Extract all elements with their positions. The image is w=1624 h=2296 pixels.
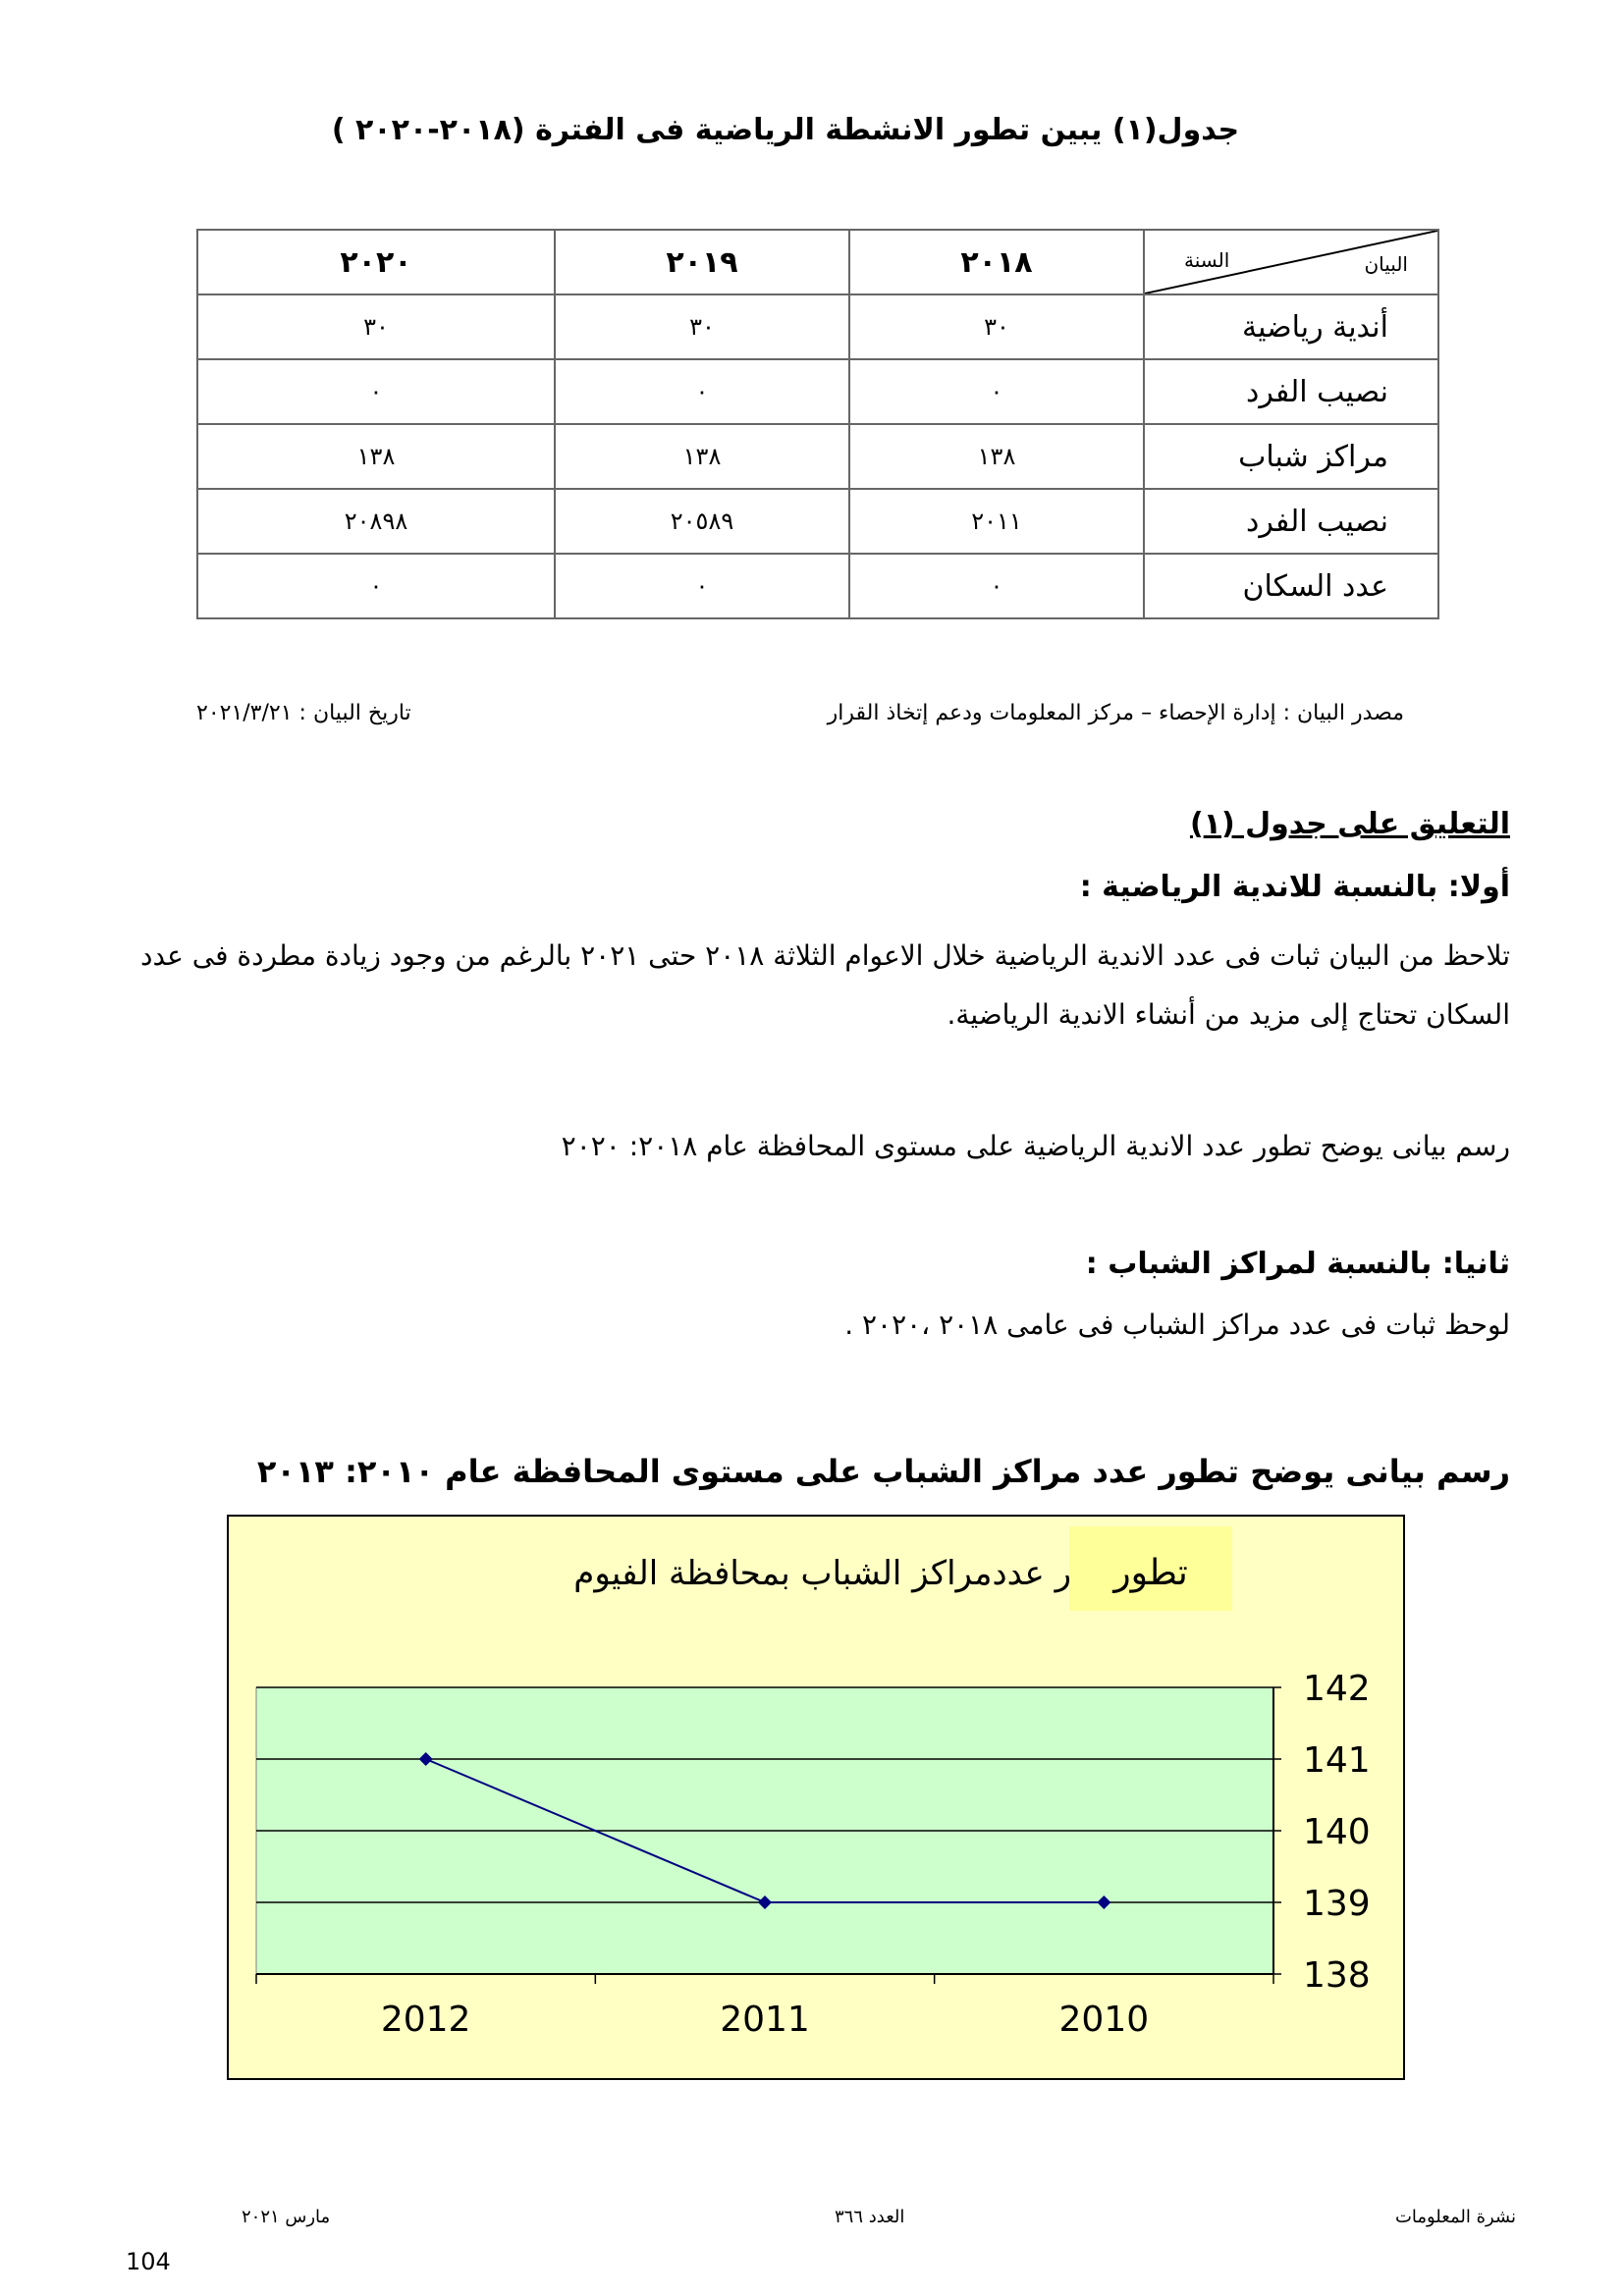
table-cell: ٠ bbox=[555, 359, 849, 424]
table-cell: ٢٠١١ bbox=[849, 489, 1144, 554]
table-cell: ٢٠٥٨٩ bbox=[555, 489, 849, 554]
table-cell: ٠ bbox=[197, 554, 555, 618]
page-number: 104 bbox=[126, 2248, 171, 2275]
first-paragraph: تلاحظ من البيان ثبات فى عدد الاندية الرياضية خلال الاعوام الثلاثة ٢٠١٨ حتى ٢٠٢١ بالرغم من وجود زيادة مطردة فى عدد السكان تحتاج إلى مزيد من أنشاء الاندية الرياضية. bbox=[140, 939, 1510, 1031]
table-cell: ٠ bbox=[197, 359, 555, 424]
chart-title: ر عددمراكز الشباب بمحافظة الفيوم bbox=[573, 1554, 1071, 1593]
table-row bbox=[197, 424, 1438, 489]
footer-issue: العدد ٣٦٦ bbox=[835, 2207, 905, 2227]
footer-publication: نشرة المعلومات bbox=[1394, 2207, 1516, 2227]
x-tick-label: 2011 bbox=[720, 2000, 810, 2040]
chart-note: رسم بيانى يوضح تطور عدد الاندية الرياضية على مستوى المحافظة عام ٢٠١٨: ٢٠٢٠ bbox=[561, 1130, 1510, 1162]
row-label: أندية رياضية bbox=[1144, 294, 1438, 359]
table-cell: ١٣٨ bbox=[555, 424, 849, 489]
row-label: نصيب الفرد bbox=[1144, 359, 1438, 424]
table-cell: ٣٠ bbox=[555, 294, 849, 359]
activities-table bbox=[196, 229, 1439, 619]
y-tick-label: 140 bbox=[1303, 1812, 1371, 1852]
second-paragraph: لوحظ ثبات فى عدد مراكز الشباب فى عامى ٢٠١٨ ،٢٠٢٠ . bbox=[844, 1308, 1510, 1341]
row-label: عدد السكان bbox=[1144, 554, 1438, 618]
table-cell: ٣٠ bbox=[849, 294, 1144, 359]
year-header: ٢٠١٨ bbox=[849, 230, 1144, 294]
table-cell: ٠ bbox=[849, 359, 1144, 424]
y-tick-label: 141 bbox=[1303, 1740, 1371, 1781]
table-header-row bbox=[197, 230, 1438, 294]
table-row bbox=[197, 489, 1438, 554]
comment-heading: التعليق على جدول (١) bbox=[1189, 807, 1510, 841]
chart-title-highlight: تطور bbox=[1113, 1553, 1188, 1593]
year-header: ٢٠٢٠ bbox=[197, 230, 555, 294]
table-cell: ٠ bbox=[849, 554, 1144, 618]
second-heading: ثانيا: بالنسبة لمراكز الشباب : bbox=[1085, 1247, 1510, 1281]
y-tick-label: 139 bbox=[1303, 1884, 1371, 1924]
table-cell: ٢٠٨٩٨ bbox=[197, 489, 555, 554]
footer-date: مارس ٢٠٢١ bbox=[242, 2207, 331, 2227]
x-tick-label: 2010 bbox=[1058, 2000, 1150, 2040]
y-tick-label: 142 bbox=[1303, 1669, 1371, 1709]
row-label: نصيب الفرد bbox=[1144, 489, 1438, 554]
table-row bbox=[197, 294, 1438, 359]
table-cell: ٣٠ bbox=[197, 294, 555, 359]
table-cell: ٠ bbox=[555, 554, 849, 618]
row-label: مراكز شباب bbox=[1144, 424, 1438, 489]
chart-svg bbox=[229, 1517, 1403, 2078]
year-header: ٢٠١٩ bbox=[555, 230, 849, 294]
chart-heading: رسم بيانى يوضح تطور عدد مراكز الشباب على مستوى المحافظة عام ٢٠١٠: ٢٠١٣ bbox=[256, 1453, 1510, 1490]
x-tick-label: 2012 bbox=[380, 2000, 471, 2040]
y-tick-label: 138 bbox=[1303, 1955, 1371, 1996]
table-row bbox=[197, 359, 1438, 424]
first-heading: أولا: بالنسبة للاندية الرياضية : bbox=[1079, 870, 1510, 904]
source-line bbox=[196, 701, 1404, 725]
corner-label-year: السنة bbox=[1184, 248, 1230, 272]
table-row bbox=[197, 554, 1438, 618]
table-cell: ١٣٨ bbox=[197, 424, 555, 489]
table-cell: ١٣٨ bbox=[849, 424, 1144, 489]
youth-centers-chart bbox=[227, 1515, 1405, 2080]
corner-cell bbox=[1144, 230, 1438, 294]
page-title: جدول(١) يبين تطور الانشطة الرياضية فى الفترة (٢٠١٨-٢٠٢٠ ) bbox=[331, 113, 1240, 147]
data-source: مصدر البيان : إدارة الإحصاء – مركز المعلومات ودعم إتخاذ القرار bbox=[827, 701, 1404, 725]
corner-label-statement: البيان bbox=[1364, 252, 1408, 276]
data-date: تاريخ البيان : ٢٠٢١/٣/٢١ bbox=[196, 701, 411, 725]
